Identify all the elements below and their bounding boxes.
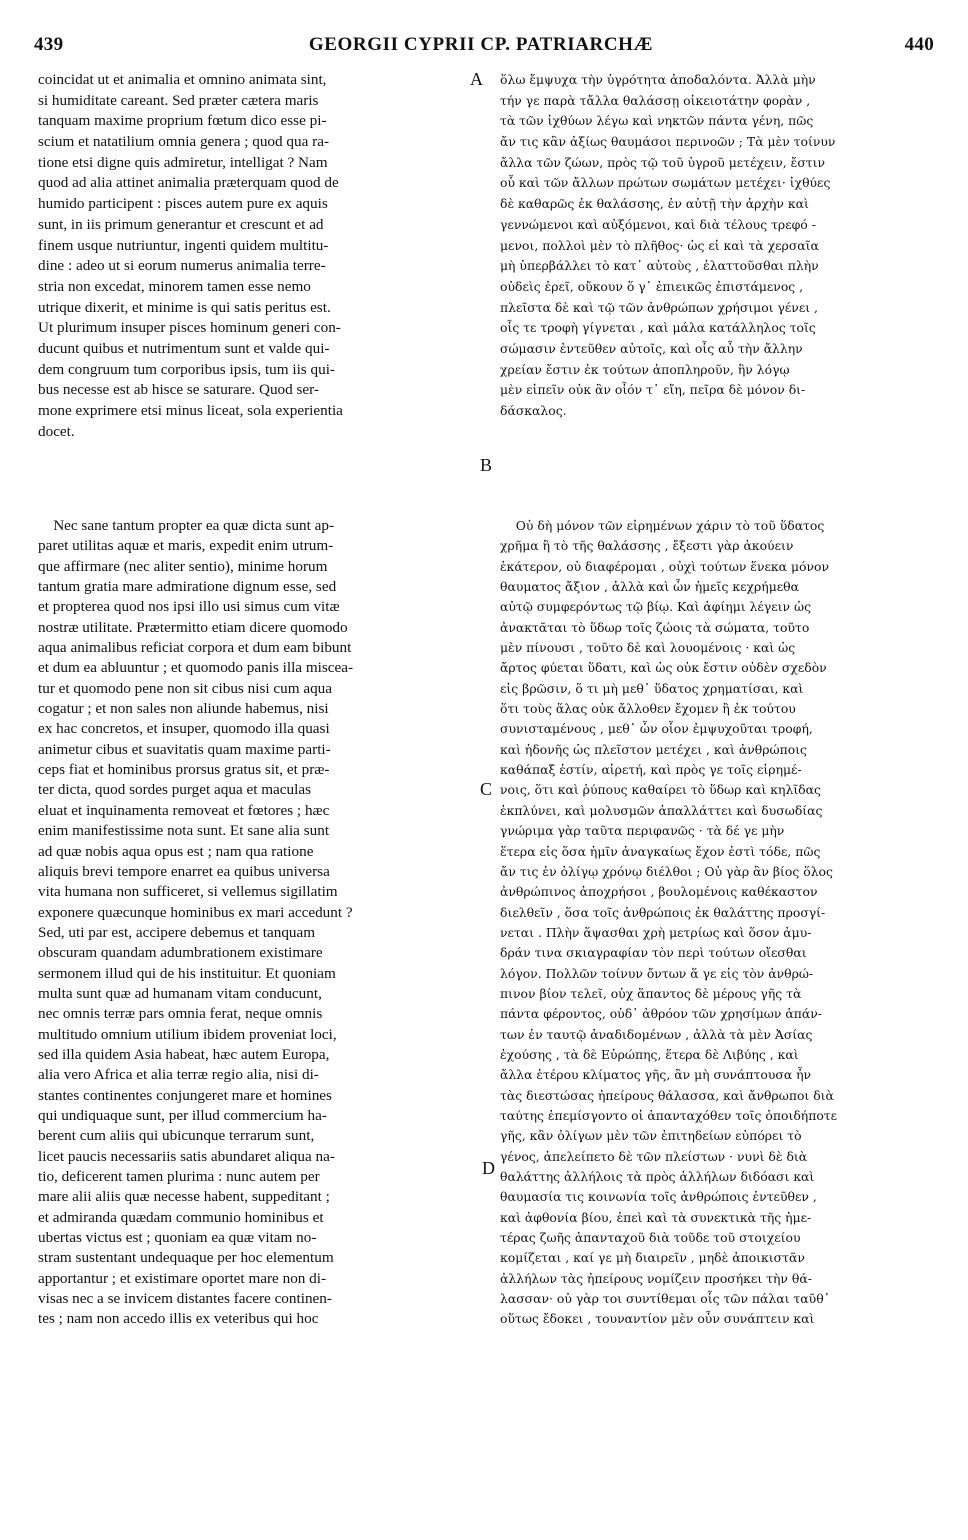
latin-text-line: vita humana non sufficeret, si vellemus sigillatim xyxy=(38,883,338,901)
latin-text-line: nostræ utilitate. Prætermitto etiam dicere quomodo xyxy=(38,618,348,636)
greek-text-line: θαλάττης ἀλλήλοις τὰ πρὸς ἀλλήλων διδόασι καὶ xyxy=(500,1169,815,1184)
latin-text-line: paret utilitas aquæ et maris, expedit enim utrum- xyxy=(38,537,334,555)
latin-text-line: coincidat ut et animalia et omnino animata sint, xyxy=(38,71,327,88)
greek-text-line: θαυματος ἄξιον , ἀλλὰ καὶ ὧν ἡμεῖς κεχρήμεθα xyxy=(500,579,800,595)
latin-text-line: humido participent : pisces autem pure ex aquis xyxy=(38,195,328,213)
greek-text-line: τέρας ζωῆς ἁπανταχοῦ διὰ τοῦδε τοῦ στοιχείου xyxy=(500,1230,801,1246)
greek-text-line: συνισταμένους , μεθ᾽ ὧν οἷον ἐμψυχοῦται τροφή, xyxy=(500,721,813,737)
greek-text-line: τὰ τῶν ἰχθύων λέγω καὶ νηκτῶν πάντα γένη, πῶς xyxy=(500,113,814,129)
greek-text-line: μὲν πίνουσι , τοῦτο δὲ καὶ λουομένοις · καὶ ὡς xyxy=(500,640,796,656)
latin-text-line: et propterea quod nos ipsi illo usi simus cum vitæ xyxy=(38,598,340,616)
greek-text-line: καὶ ἡδονῆς ὡς πλεῖστον μετέχει , καὶ ἀνθρώποις xyxy=(500,741,807,757)
latin-text-line: tanquam maxime proprium fœtum dico esse pi- xyxy=(38,112,327,130)
latin-text-line: aqua animalibus reficiat corpora et dum eam bibunt xyxy=(38,639,352,657)
latin-text-line: ubertas victus est ; quoniam ea quæ vitam no- xyxy=(38,1229,317,1247)
greek-text-line: ἄλλα τῶν ζώων, πρὸς τῷ τοῦ ὑγροῦ μετέχειν, ἔστιν xyxy=(500,154,826,170)
latin-text-line: stram sustentant undequaque per hoc elementum xyxy=(38,1249,334,1267)
latin-text-line: nec omnis terræ pars omnia ferat, neque omnis xyxy=(38,1005,323,1023)
greek-text-line: σώμασιν ἐντεῦθεν αὐτοῖς, καὶ οἷς αὖ τὴν ἄλλην xyxy=(500,340,803,356)
greek-text-line: πάντα φέροντος, οὐδ᾽ ἀθρόον τῶν χρησίμων ἁπάν- xyxy=(500,1006,822,1022)
greek-text-line: ἀνθρώπινος ἀποχρήσοι , βουλομένοις καθέκαστον xyxy=(500,884,818,900)
greek-text-line: χρείαν ἔστιν ἐκ τούτων ἀποπληροῦν, ἣν λόγῳ xyxy=(500,361,790,377)
running-title: GEORGII CYPRII CP. PATRIARCHÆ xyxy=(308,34,654,55)
section-marker-b: B xyxy=(480,455,493,475)
section-marker-d: D xyxy=(482,1158,495,1178)
greek-text-line: διελθεῖν , ὅσα τοῖς ἀνθρώποις ἐκ θαλάττης προσγί- xyxy=(500,904,826,920)
greek-text-line: νοις, ὅτι καὶ ῥύπους καθαίρει τὸ ὕδωρ καὶ κηλῖδας xyxy=(500,782,821,798)
latin-column-bottom xyxy=(38,516,472,1330)
latin-text-line: sunt, in iis primum generantur et crescunt et ad xyxy=(38,215,324,233)
greek-text-line: μὴ ὑπερβάλλει τὸ κατ᾽ αὐτοὺς , ἐλαττοῦσθαι πλὴν xyxy=(500,258,819,274)
greek-text-line: αὐτῷ συμφερόντως τῷ βίῳ. Καὶ ἀφίημι λέγειν ὡς xyxy=(500,599,812,615)
section-marker-c: C xyxy=(480,779,493,799)
latin-text-line: ad quæ nobis aqua opus est ; nam qua ratione xyxy=(38,842,314,860)
latin-text-line: sermonem illud qui de his instituitur. Et quoniam xyxy=(38,964,336,982)
greek-text-line: ὅλω ἔμψυχα τὴν ὑγρότητα ἀποδαλόντα. Ἀλλὰ μὴν xyxy=(500,72,816,87)
latin-text-line: finem usque nutriuntur, ingenti quidem multitu- xyxy=(38,236,329,254)
latin-text-line: apportantur ; et existimare oportet mare non di- xyxy=(38,1269,327,1287)
greek-text-line: των ἐν ταυτῷ ἀναδιδομένων , ἀλλὰ τὰ μὲν Ἀσίας xyxy=(500,1026,813,1042)
latin-text-line: stria non excedat, minorem tamen esse nemo xyxy=(38,277,311,295)
latin-text-line: multa sunt quæ ad humanam vitam conducunt, xyxy=(38,984,322,1002)
latin-text-line: tantum gratia mare admiratione dignum esse, sed xyxy=(38,578,337,596)
greek-text-line: δράν τινα σκιαγραφίαν τὸν περὶ τούτων οἴεσθαι xyxy=(500,945,807,961)
greek-text-line: δὲ καθαρῶς ἐκ θαλάσσης, ἐν αὐτῇ τὴν ἀρχὴν καὶ xyxy=(500,196,809,212)
latin-text-line: docet. xyxy=(38,422,75,440)
greek-text-line: δάσκαλος. xyxy=(500,403,567,418)
latin-text-line: eluat et inquinamenta removeat et fœtores ; hæc xyxy=(38,801,330,819)
greek-text-line: πινον βίον τελεῖ, οὐχ ἅπαντος δὲ μέρους γῆς τὰ xyxy=(500,985,802,1001)
latin-text-line: et admiranda quædam communio hominibus et xyxy=(38,1208,324,1226)
greek-text-line: ἐχούσης , τὰ δὲ Εὐρώπης, ἕτερα δὲ Λιβύης , καὶ xyxy=(500,1046,799,1062)
greek-text-line: ἀνακτᾶται τὸ ὕδωρ τοῖς ζώοις τὰ σώματα, τοῦτο xyxy=(500,619,810,635)
latin-text-line: scium et natatilium omnia genera ; quod qua ra- xyxy=(38,133,330,151)
greek-text-line: γένος, ἀπελείπετο δὲ τῶν πλείστων · νυνὶ δὲ διὰ xyxy=(500,1148,808,1164)
greek-text-line: λόγον. Πολλῶν τοίνυν ὄντων ἅ γε εἰς τὸν ἀνθρώ- xyxy=(500,965,814,981)
greek-text-line: θαυμασία τις κοινωνία τοῖς ἀνθρώποις ἐντεῦθεν , xyxy=(500,1189,817,1205)
greek-text-line: τήν γε παρὰ τἄλλα θαλάσσῃ οἰκειοτάτην φορὰν , xyxy=(500,92,811,108)
latin-text-line: tes ; nam non accedo illis ex veteribus qui hoc xyxy=(38,1310,319,1328)
latin-text-line: licet paucis necessariis satis abundaret aliqua na- xyxy=(38,1147,335,1165)
greek-column-bottom xyxy=(500,516,932,1330)
greek-text-line: μενοι, πολλοὶ μὲν τὸ πλῆθος· ὡς εἰ καὶ τὰ χερσαῖα xyxy=(500,237,819,253)
latin-text-line: tione etsi digne quis admiretur, intelligat ? Nam xyxy=(38,153,328,171)
greek-text-line: ἄν τις κἂν ἀξίως θαυμάσοι περινοῶν ; Τὰ μὲν τοίνυν xyxy=(500,134,836,150)
greek-text-line: μὲν εἰπεῖν οὐκ ἂν οἷόν τ᾽ εἴη, πεῖρα δὲ μόνον δι- xyxy=(500,382,806,398)
greek-text-line: καθάπαξ ἐστίν, αἱρετή, καὶ πρὸς γε τοῖς εἰρημέ- xyxy=(500,762,802,778)
greek-text-line: εἰς βρῶσιν, ὅ τι μὴ μεθ᾽ ὕδατος χρηματίσαι, καὶ xyxy=(500,680,804,696)
greek-text-line: γνώριμα γὰρ ταῦτα περιφανῶς · τὰ δέ γε μὴν xyxy=(500,823,785,839)
greek-text-line: ἀλλήλων τὰς ἠπείρους νομίζειν προσήκει τὴν θά- xyxy=(500,1270,812,1286)
greek-text-line: τὰς διεστώσας ἠπείρους θάλασσα, καὶ ἄνθρωποι διὰ xyxy=(500,1087,834,1103)
greek-text-line: χρῆμα ἢ τὸ τῆς θαλάσσης , ἔξεστι γὰρ ἀκούειν xyxy=(500,538,794,554)
latin-text-line: et dum ea abluuntur ; et quomodo panis illa miscea- xyxy=(38,659,354,677)
latin-text-line: utrique dixerit, et minime is qui satis peritus est. xyxy=(38,298,331,316)
latin-column-top xyxy=(38,70,472,442)
latin-text-line: qui undiquaque sunt, per illud commercium ha- xyxy=(38,1106,327,1124)
greek-text-line: ἐκπλύνει, καὶ μολυσμῶν ἀπαλλάττει καὶ δυσωδίας xyxy=(500,802,823,818)
latin-text-line: multitudo omnium utilium ibidem proveniat loci, xyxy=(38,1025,337,1043)
greek-text-line: ἕτερα εἰς ὅσα ἡμῖν ἀναγκαίως ἔχον ἐστὶ τόδε, πῶς xyxy=(500,843,821,859)
latin-text-line: que affirmare (nec aliter sentio), minime horum xyxy=(38,557,328,575)
greek-text-line: κομίζεται , καί γε μὴ διαιρεῖν , μηδὲ ἀποικιστᾶν xyxy=(500,1250,805,1266)
running-header xyxy=(28,34,934,60)
greek-text-line: οὐδεὶς ἐρεῖ, οὔκουν ὅ γ᾽ ἐπιεικῶς ἐπιστάμενος , xyxy=(500,278,804,294)
latin-text-line: Sed, uti par est, accipere debemus et tanquam xyxy=(38,923,316,941)
latin-text-line: ter dicta, quod sordes purget aqua et maculas xyxy=(38,781,312,799)
latin-text-line: tio, deficerent tamen plurima : nunc autem per xyxy=(38,1168,320,1185)
latin-text-line: si humiditate careant. Sed præter cætera maris xyxy=(38,91,319,109)
greek-text-line: γεννώμενοι καὶ αὐξόμενοι, καὶ διὰ τέλους τρεφό - xyxy=(500,216,816,232)
greek-text-line: ἄλλα ἑτέρου κλίματος γῆς, ἂν μὴ συνάπτουσα ἦν xyxy=(500,1067,812,1083)
latin-text-line: stantes continentes conjungeret mare et homines xyxy=(38,1086,332,1104)
latin-text-line: animetur cibus et suavitatis quam maxime parti- xyxy=(38,740,331,758)
greek-text-line: ἄν τις ἐν ὀλίγῳ χρόνῳ διέλθοι ; Οὐ γὰρ ἂν βίος ὅλος xyxy=(500,863,833,879)
page-number-right: 440 xyxy=(904,34,934,55)
latin-text-line: mone exprimere etsi minus liceat, sola experientia xyxy=(38,402,343,419)
greek-text-line: λασσαν· οὐ γὰρ τοι συντίθεμαι οἷς τῶν πάλαι ταῦθ᾽ xyxy=(500,1291,830,1307)
greek-text-line: Οὐ δὴ μόνον τῶν εἰρημένων χάριν τὸ τοῦ ὕδατος xyxy=(500,518,825,533)
latin-text-line: dem congruum tum corporibus ipsis, tum iis qui- xyxy=(38,360,335,378)
greek-text-line: οὕτως ἔδοκει , τουναντίον μὲν οὖν συνάπτειν καὶ xyxy=(500,1311,815,1327)
latin-text-line: quod ad alia attinet animalia præterquam quod de xyxy=(38,174,339,192)
greek-text-line: γῆς, κἂν ὀλίγων μὲν τῶν ἐπιτηδείων εὐπόρει τὸ xyxy=(500,1128,802,1144)
latin-text-line: alia vero Africa et alia terræ regio alia, nisi di- xyxy=(38,1066,319,1084)
latin-text-line: ceps fiat et hominibus prorsus gratus sit, et præ- xyxy=(38,761,330,779)
latin-text-line: bus necesse est ab hisce se saturare. Quod ser- xyxy=(38,381,319,399)
greek-column-top xyxy=(500,70,932,422)
latin-text-line: dine : adeo ut si eorum numerus animalia terre- xyxy=(38,257,326,275)
latin-text-line: berent cum aliis qui ubicunque terrarum sunt, xyxy=(38,1127,315,1145)
latin-text-line: visas nec a se invicem distantes facere continen- xyxy=(38,1290,332,1308)
page-number-left: 439 xyxy=(34,34,64,55)
greek-text-line: ἄρτος φύεται ὕδατι, καὶ ὡς οὐκ ἔστιν οὐδὲν σχεδὸν xyxy=(500,660,827,676)
greek-text-line: ταύτης ἐπεμίσγοντο οἱ ἁπανταχόθεν τοῖς ὁποιδήποτε xyxy=(500,1107,838,1123)
latin-text-line: obscuram quandam adumbrationem existimare xyxy=(38,944,323,962)
latin-text-line: exponere quæcunque hominibus ex mari accedunt ? xyxy=(38,903,353,921)
greek-text-line: νεται . Πλὴν ἅψασθαι χρὴ μετρίως καὶ ὅσον ἀμυ- xyxy=(500,924,812,940)
latin-text-line: Nec sane tantum propter ea quæ dicta sunt ap- xyxy=(38,517,335,534)
latin-text-line: sed illa quidem Asia habeat, hæc autem Europa, xyxy=(38,1045,330,1063)
greek-text-line: ἑκάτερον, οὐ διαφέρομαι , οὐχὶ τούτων ἕνεκα μόνον xyxy=(500,558,829,574)
latin-text-line: cogatur ; et non sales non aliunde habemus, nisi xyxy=(38,700,329,718)
latin-text-line: tur et quomodo pene non sit cibus nisi cum aqua xyxy=(38,679,332,697)
section-marker-a: A xyxy=(470,69,483,89)
latin-text-line: Ut plurimum insuper pisces hominum generi con- xyxy=(38,319,341,337)
greek-text-line: οἷς τε τροφὴ γίγνεται , καὶ μάλα κατάλληλος τοῖς xyxy=(500,320,816,336)
greek-text-line: καὶ ἀφθονία βίου, ἐπεὶ καὶ τὰ συνεκτικὰ τῆς ἡμε- xyxy=(500,1209,812,1225)
greek-text-line: ὅτι τοὺς ἅλας οὐκ ἄλλοθεν ἔχομεν ἢ ἐκ τούτου xyxy=(500,701,796,717)
latin-text-line: mare alii aliis quæ necesse habent, suppeditant ; xyxy=(38,1188,330,1206)
latin-text-line: enim manifestissime nota sunt. Et sane alia sunt xyxy=(38,822,330,840)
greek-text-line: πλεῖστα δὲ καὶ τῷ τῶν ἀνθρώπων χρήσιμοι γένει , xyxy=(500,299,818,315)
greek-text-line: οὗ καὶ τῶν ἄλλων πρώτων σωμάτων μετέχει· ἰχθύες xyxy=(500,175,831,191)
latin-text-line: ex hac concretos, et insuper, quomodo illa quasi xyxy=(38,720,330,738)
latin-text-line: aliquis brevi tempore enarret ea quibus universa xyxy=(38,862,330,880)
latin-text-line: ducunt quibus et nutrimentum sunt et valde qui- xyxy=(38,339,330,357)
